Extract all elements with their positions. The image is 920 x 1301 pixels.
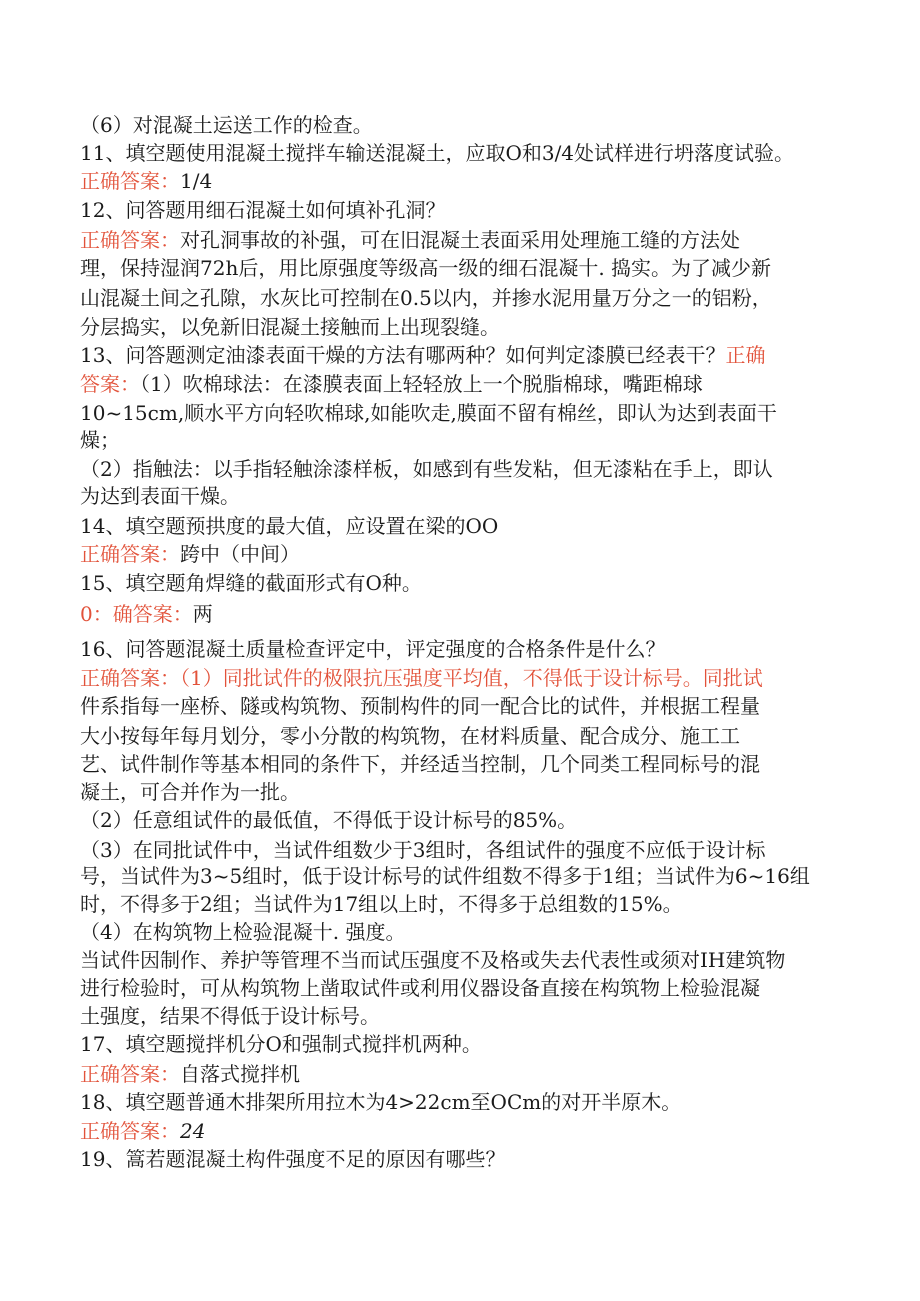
text-line <box>80 482 840 510</box>
text-span: 凝土，可合并作为一批。 <box>80 780 300 804</box>
text-line <box>80 167 840 195</box>
text-line <box>80 1117 840 1145</box>
text-span: 跨中（中间） <box>180 542 300 566</box>
text-span: 18、填空题普通木排架所用拉木为4>22cm至OCm的对开半原木。 <box>80 1090 682 1114</box>
text-line <box>80 635 840 663</box>
text-line <box>80 692 840 720</box>
text-line <box>80 313 840 341</box>
answer-label: 正确答案： <box>80 228 180 252</box>
text-span: 16、问答题混凝土质量检查评定中，评定强度的合格条件是什么？ <box>80 637 666 661</box>
text-span: 土强度，结果不得低于设计标号。 <box>80 1004 380 1028</box>
text-span: 分层捣实，以免新旧混凝土接触而上出现裂缝。 <box>80 315 500 339</box>
text-line <box>80 569 840 597</box>
text-line <box>80 600 840 628</box>
text-span: 10~15cm,顺水平方向轻吹棉球,如能吹走,膜面不留有棉丝，即认为达到表面干 <box>80 401 777 425</box>
text-line <box>80 399 840 427</box>
text-span: 1/4 <box>180 169 213 193</box>
text-line <box>80 1088 840 1116</box>
text-line <box>80 139 840 167</box>
text-span: 为达到表面干燥。 <box>80 484 240 508</box>
text-line <box>80 974 840 1002</box>
answer-label: 正确答案：（1）同批试件的极限抗压强度平均值，不得低于设计标号。同批试 <box>80 666 763 690</box>
text-span: 号，当试件为3~5组时，低于设计标号的试件组数不得多于1组；当试件为6~16组 <box>80 864 810 888</box>
answer-label: 正确答案： <box>80 542 180 566</box>
text-line <box>80 778 840 806</box>
text-span: （4）在构筑物上检验混凝十. 强度。 <box>80 920 406 944</box>
text-line <box>80 1060 840 1088</box>
text-span: 19、篙若题混凝土构件强度不足的原因有哪些？ <box>80 1147 506 1171</box>
text-line <box>80 1030 840 1058</box>
text-line <box>80 722 840 750</box>
answer-label: 0：确答案： <box>80 602 193 626</box>
text-span: （6）对混凝土运送工作的检查。 <box>80 113 373 137</box>
text-span: 24 <box>180 1119 206 1143</box>
text-line <box>80 341 840 369</box>
text-span: 艺、试件制作等基本相同的条件下，并经适当控制，几个同类工程同标号的混 <box>80 752 760 776</box>
answer-label: 正确答案： <box>80 1062 180 1086</box>
answer-label: 正确答案： <box>80 169 180 193</box>
text-span: （3）在同批试件中，当试件组数少于3组时，各组试件的强度不应低于设计标 <box>80 838 766 862</box>
text-span: 山混凝土间之孔隙，水灰比可控制在0.5以内，并掺水泥用量万分之一的铝粉， <box>80 286 772 310</box>
answer-label: 正确答案： <box>80 1119 180 1143</box>
text-span: 大小按每年每月划分，零小分散的构筑物，在材料质量、配合成分、施工工 <box>80 724 740 748</box>
text-span: 12、问答题用细石混凝土如何填补孔洞？ <box>80 198 446 222</box>
text-line <box>80 254 840 282</box>
text-span: （1）吹棉球法：在漆膜表面上轻轻放上一个脱脂棉球，嘴距棉球 <box>140 372 703 396</box>
text-span: 两 <box>192 602 213 626</box>
answer-label: 正确 <box>725 343 766 367</box>
text-line <box>80 946 840 974</box>
text-line <box>80 284 840 312</box>
text-line <box>80 862 840 890</box>
text-line <box>80 226 840 254</box>
text-span: 对孔洞事故的补强，可在旧混凝土表面采用处理施工缝的方法处 <box>180 228 740 252</box>
text-line <box>80 196 840 224</box>
text-line <box>80 750 840 778</box>
text-span: 15、填空题角焊缝的截面形式有O种。 <box>80 571 422 595</box>
text-span: （2）任意组试件的最低值，不得低于设计标号的85%。 <box>80 808 578 832</box>
text-span: 自落式搅拌机 <box>180 1062 300 1086</box>
text-line <box>80 1002 840 1030</box>
text-span: 进行检验时，可从构筑物上凿取试件或利用仪器设备直接在构筑物上检验混凝 <box>80 976 760 1000</box>
text-line <box>80 540 840 568</box>
text-line <box>80 836 840 864</box>
text-span: 11、填空题使用混凝土搅拌车输送混凝土，应取O和3/4处试样进行坍落度试验。 <box>80 141 795 165</box>
text-span: 时，不得多于2组；当试件为17组以上时，不得多于总组数的15%。 <box>80 892 683 916</box>
text-span: 燥； <box>80 428 120 452</box>
text-span: 13、问答题测定油漆表面干燥的方法有哪两种？如何判定漆膜已经表干？ <box>80 343 726 367</box>
text-line <box>80 426 840 454</box>
text-line <box>80 918 840 946</box>
text-line <box>80 890 840 918</box>
text-span: 理，保持湿润72h后，用比原强度等级高一级的细石混凝十. 捣实。为了减少新 <box>80 256 772 280</box>
text-line <box>80 455 840 483</box>
text-span: （2）指触法：以手指轻触涂漆样板，如感到有些发粘，但无漆粘在手上，即认 <box>80 457 773 481</box>
text-span: 当试件因制作、养护等管理不当而试压强度不及格或失去代表性或须对IH建筑物 <box>80 948 786 972</box>
text-span: 17、填空题搅拌机分O和强制式搅拌机两种。 <box>80 1032 482 1056</box>
text-line <box>80 512 840 540</box>
text-line <box>80 1145 840 1173</box>
text-line <box>80 370 840 398</box>
text-line <box>80 806 840 834</box>
answer-label: 答案： <box>80 372 140 396</box>
text-line <box>80 664 840 692</box>
text-span: 14、填空题预拱度的最大值，应设置在梁的OO <box>80 514 499 538</box>
text-line <box>80 111 840 139</box>
text-span: 件系指每一座桥、隧或构筑物、预制构件的同一配合比的试件，并根据工程量 <box>80 694 760 718</box>
